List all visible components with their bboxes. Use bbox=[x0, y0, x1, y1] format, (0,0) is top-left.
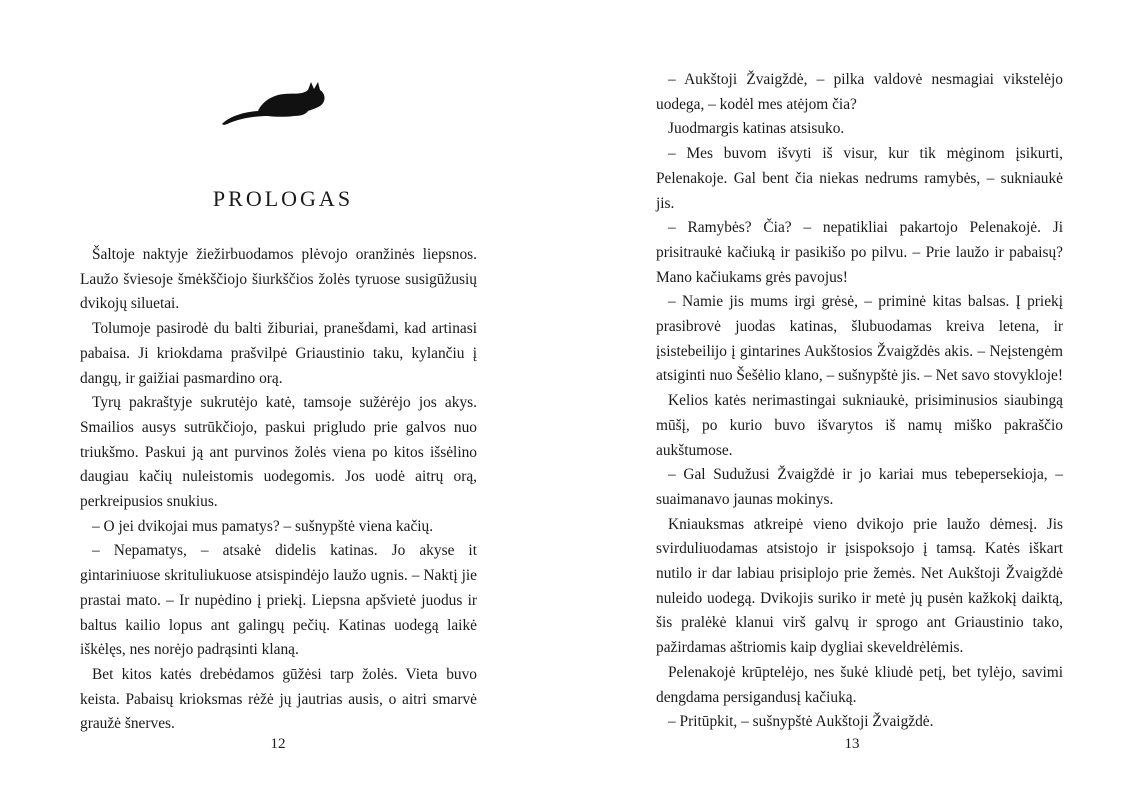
paragraph: – Namie jis mums irgi grėsė, – priminė kitas balsas. Į priekį prasibrovė juodas katinas, šlubuodamas kreiva letena, ir įsistebeilijo į gintarines Aukštosios Žvaigždės akis. – Neįstengėm atsiginti nuo Šešėlio klano, – sušnypštė jis. – Net savo stovykloje! bbox=[656, 293, 1063, 385]
paragraph: Tolumoje pasirodė du balti žiburiai, pranešdami, kad artinasi pabaisa. Ji kriokdama prašvilpė Griaustinio taku, kylančiu į dangų, ir gaižiai pasmardino orą. bbox=[80, 320, 477, 387]
page-number: 12 bbox=[270, 736, 286, 752]
paragraph: – O jei dvikojai mus pamatys? – sušnypštė viena kačių. bbox=[92, 517, 434, 535]
chapter-title: PROLOGAS bbox=[212, 186, 354, 211]
paragraph: Kelios katės nerimastingai sukniaukė, prisiminusios siaubingą mūšį, po kurio buvo išvarytos iš namų miško pakraščio aukštumose. bbox=[656, 392, 1063, 459]
paragraph: Kniauksmas atkreipė vieno dvikojo prie laužo dėmesį. Jis svirduliuodamas atsistojo ir įsispoksojo į tamsą. Katės iškart nutilo ir dar labiau prisiplojo prie žemės. Net Aukštoji Žvaigždė nuleido uodegą. Dvikojis suriko ir metė jų pusėn kažkokį daiktą, šis pralėkė klanui virš galvų ir sprogo ant Griaustinio tako, pažirdamas aštriomis kaip dygliai skeveldrėlėmis. bbox=[656, 515, 1063, 657]
paragraph: – Mes buvom išvyti iš visur, kur tik mėginom įsikurti, Pelenakoje. Gal bent čia niekas nedrums ramybės, – sukniaukė jis. bbox=[656, 145, 1063, 212]
page-number: 13 bbox=[844, 736, 860, 752]
paragraph: Pelenakojė krūptelėjo, nes šukė kliudė petį, bet tylėjo, savimi dengdama persigandusį kačiuką. bbox=[656, 663, 1063, 706]
paragraph: Bet kitos katės drebėdamos gūžėsi tarp žolės. Vieta buvo keista. Pabaisų krioksmas rėžė jų jautrias ausis, o aitri smarvė graužė šnerves. bbox=[80, 665, 477, 733]
paragraph: – Gal Sudužusi Žvaigždė ir jo kariai mus tebepersekioja, – suaimanavo jaunas mokinys. bbox=[656, 466, 1063, 508]
paragraph: – Aukštoji Žvaigždė, – pilka valdovė nesmagiai vikstelėjo uodega, – kodėl mes atėjom čia? bbox=[656, 71, 1063, 113]
paragraph: Juodmargis katinas atsisuko. bbox=[668, 120, 845, 138]
left-page-body bbox=[80, 243, 477, 737]
cat-silhouette-icon bbox=[220, 78, 328, 128]
paragraph: – Ramybės? Čia? – nepatikliai pakartojo Pelenakojė. Ji prisitraukė kačiuką ir pasikišo po pilvu. – Prie laužo ir pabaisų? Mano kačiukams grės pavojus! bbox=[656, 219, 1063, 286]
paragraph: Tyrų pakraštyje sukrutėjo katė, tamsoje sužėrėjo jos akys. Smailios ausys sutrūkčiojo, paskui prigludo prie galvos nuo triukšmo. Paskui ją ant purvinos žolės viena po kitos išsėlino daugiau kačių nuleistomis uodegomis. Jos uodė aitrų orą, perkreipusios snukius. bbox=[80, 394, 477, 511]
left-page bbox=[0, 0, 566, 801]
right-page bbox=[566, 0, 1133, 801]
paragraph: – Pritūpkit, – sušnypštė Aukštoji Žvaigždė. bbox=[668, 713, 934, 731]
paragraph: – Nepamatys, – atsakė didelis katinas. Jo akyse it gintariniuose skrituliukuose atsispindėjo laužo ugnis. – Naktį jie prastai mato. – Ir nupėdino į priekį. Liepsna apšvietė juodus ir baltus kailio lopus ant galingų pečių. Katinas uodegą laikė iškėlęs, nes norėjo padrąsinti klaną. bbox=[80, 542, 477, 659]
paragraph: Šaltoje naktyje žiežirbuodamos plėvojo oranžinės liepsnos. Laužo šviesoje šmėkščiojo šiurkščios žolės tyruose susigūžusių dvikojų siluetai. bbox=[80, 246, 477, 313]
right-page-body bbox=[656, 68, 1063, 735]
